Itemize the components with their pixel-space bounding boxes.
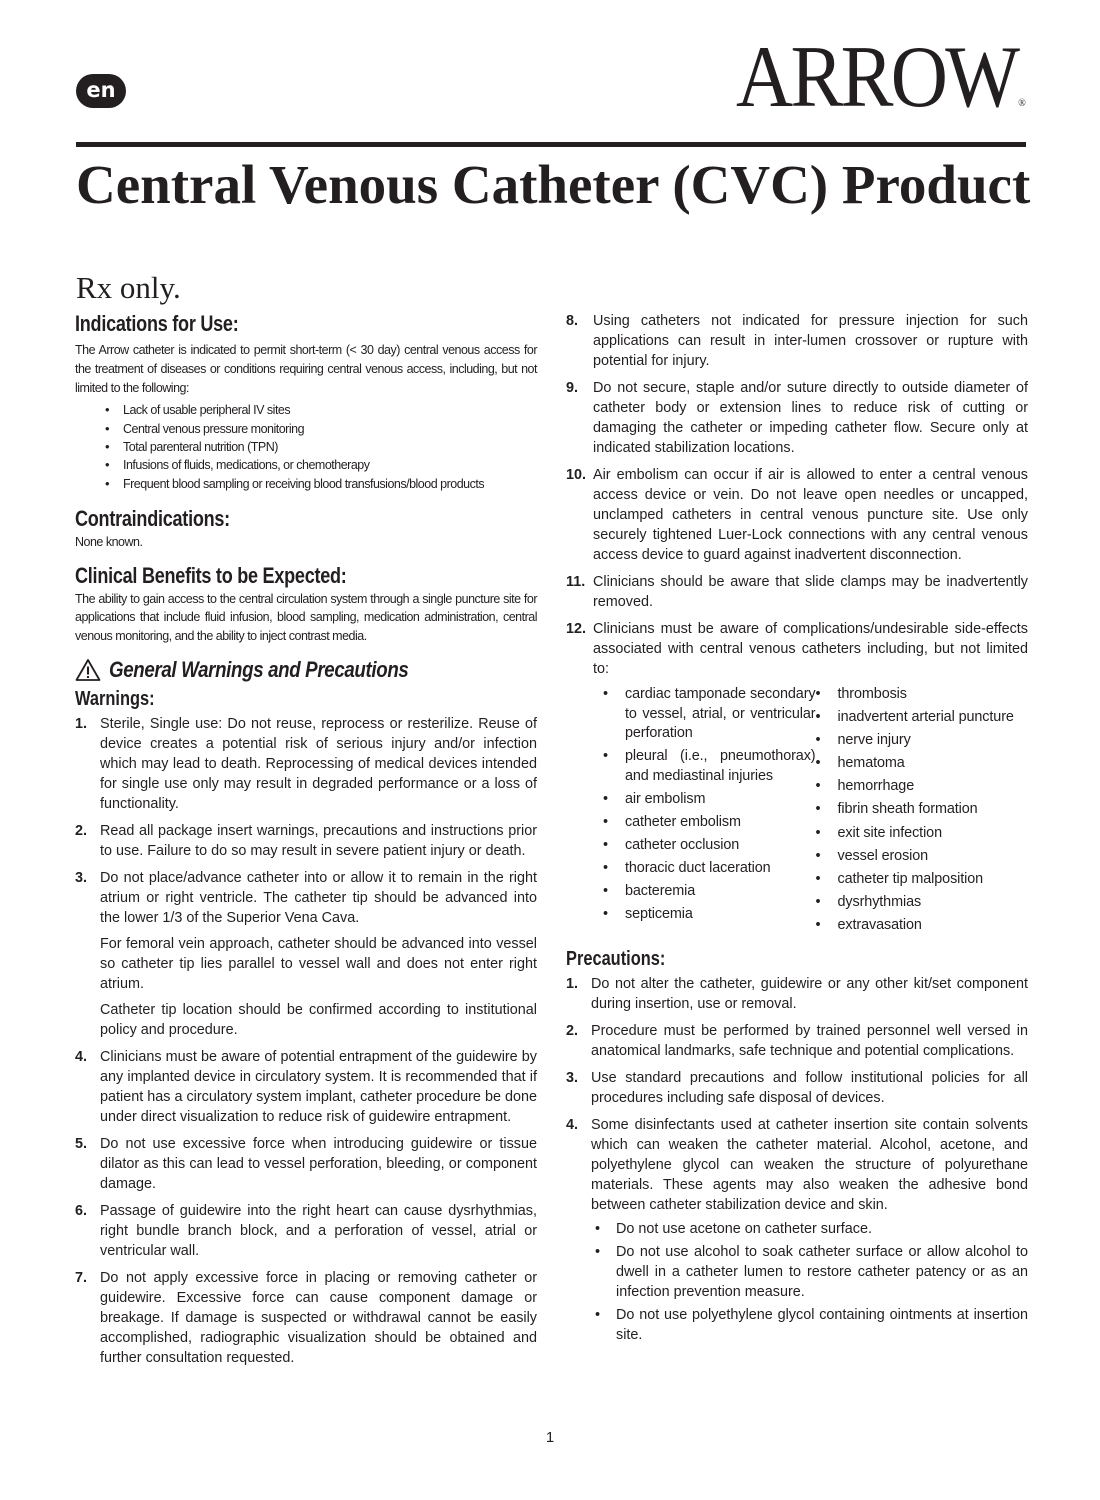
precautions-heading: Precautions: (566, 948, 666, 971)
list-item: • cardiac tamponade secondary to vessel, atrial, or ventricular perforation (603, 685, 816, 744)
item-number: 5. (75, 1136, 88, 1153)
item-number: 12. (566, 621, 587, 637)
item-number: 4. (75, 1049, 88, 1066)
item-number: 2. (566, 1023, 579, 1040)
item-number: 1. (566, 976, 579, 993)
item-text: Do not apply excessive force in placing or removing catheter or guidewire. Excessive force can cause component damage or breakage. If damage is suspected or withdrawal cannot be easily accomplished, radiographic visualization should be obtained and further consultation requested. (100, 1270, 537, 1367)
precaution-item (566, 1021, 1028, 1061)
list-item: • thrombosis (816, 685, 1029, 705)
list-item: • Lack of usable peripheral IV sites (105, 401, 537, 419)
list-item: • fibrin sheath formation (816, 800, 1029, 820)
item-number: 1. (75, 716, 88, 733)
warning-item (75, 868, 537, 1040)
page-number: 1 (545, 1429, 555, 1446)
precaution-item (566, 1115, 1028, 1345)
list-item: • Central venous pressure monitoring (105, 420, 537, 438)
item-number: 3. (566, 1070, 579, 1087)
contraindications-heading: Contraindications: (75, 505, 230, 531)
indications-text: The Arrow catheter is indicated to permit short-term (< 30 day) central venous access for the treatment of diseases or conditions requiring central venous access, including, but not limited to the following: (75, 343, 537, 395)
item-text: Catheter tip location should be confirmed according to institutional policy and procedure. (100, 1002, 537, 1039)
brand-logo (736, 29, 1026, 126)
item-text: Clinicians must be aware of complications/undesirable side-effects associated with central venous catheters including, but not limited to: (593, 621, 1028, 677)
warning-item (75, 1134, 537, 1194)
list-item: • hematoma (816, 754, 1029, 774)
warnings-list-left (75, 714, 537, 1368)
list-item: • catheter tip malposition (816, 870, 1029, 890)
item-text: Read all package insert warnings, precautions and instructions prior to use. Failure to do so may result in severe patient injury or death. (100, 823, 537, 860)
item-text: Procedure must be performed by trained personnel well versed in anatomical landmarks, safe technique and potential complications. (591, 1023, 1028, 1060)
list-item: • thoracic duct laceration (603, 859, 816, 879)
list-item: • hemorrhage (816, 777, 1029, 797)
item-text: Do not alter the catheter, guidewire or any other kit/set component during insertion, use or removal. (591, 976, 1028, 1013)
item-text: For femoral vein approach, catheter should be advanced into vessel so catheter tip lies parallel to vessel wall and does not enter right atrium. (100, 936, 537, 993)
list-item: • septicemia (603, 905, 816, 925)
warning-item (566, 619, 1028, 939)
precaution-item (566, 1068, 1028, 1108)
item-number: 10. (566, 467, 587, 483)
item-number: 11. (566, 574, 586, 590)
complications-list (603, 685, 1028, 939)
precautions-list (566, 974, 1028, 1345)
list-item: • inadvertent arterial puncture (816, 708, 1029, 728)
item-number: 8. (566, 313, 579, 329)
list-item: • Infusions of fluids, medications, or chemotherapy (105, 456, 537, 474)
list-item: • vessel erosion (816, 847, 1029, 867)
warning-triangle-icon (75, 658, 101, 682)
list-item: • nerve injury (816, 731, 1029, 751)
general-warnings-header (75, 656, 537, 684)
list-item: • Frequent blood sampling or receiving blood transfusions/blood products (105, 475, 537, 493)
item-text: Do not place/advance catheter into or allow it to remain in the right atrium or right ventricle. The catheter tip should be advanced into the lower 1/3 of the Superior Vena Cava. (100, 870, 537, 927)
brand-name: ARROW (736, 29, 1018, 126)
language-badge: en (76, 74, 126, 108)
warning-item (75, 1201, 537, 1261)
list-item: • Total parenteral nutrition (TPN) (105, 438, 537, 456)
warning-item (75, 821, 537, 861)
item-text: Clinicians must be aware of potential entrapment of the guidewire by any implanted device in circulatory system. It is recommended that if patient has a circulatory system implant, catheter procedure be done under direct visualization to reduce risk of guidewire entrapment. (100, 1049, 537, 1126)
warning-item (566, 465, 1028, 565)
header-rule (76, 142, 1026, 147)
list-item: • Do not use alcohol to soak catheter surface or allow alcohol to dwell in a catheter lumen to restore catheter patency or as an infection prevention measure. (591, 1242, 1028, 1302)
general-warnings-heading: General Warnings and Precautions (109, 657, 409, 683)
item-number: 6. (75, 1203, 88, 1220)
item-text: Some disinfectants used at catheter insertion site contain solvents which can weaken the catheter material. Alcohol, acetone, and polyethylene glycol can weaken the structure of polyurethane materials. These agents may also weaken the adhesive bond between catheter stabilization device and skin. (591, 1117, 1028, 1214)
list-item: • pleural (i.e., pneumothorax) and mediastinal injuries (603, 747, 816, 786)
warning-item (566, 311, 1028, 371)
warnings-heading: Warnings: (75, 688, 155, 711)
warning-item (566, 378, 1028, 458)
item-text: Do not secure, staple and/or suture directly to outside diameter of catheter body or extension lines to reduce risk of cutting or damaging the catheter or impeding catheter flow. Secure only at indicated stabilization locations. (593, 380, 1028, 456)
list-item: • exit site infection (816, 824, 1029, 844)
warning-item (566, 572, 1028, 612)
list-item: • dysrhythmias (816, 893, 1029, 913)
warning-item (75, 1268, 537, 1368)
list-item: • Do not use acetone on catheter surface. (591, 1219, 1028, 1239)
list-item: • catheter occlusion (603, 836, 816, 856)
list-item: • catheter embolism (603, 813, 816, 833)
list-item: • extravasation (816, 916, 1029, 936)
complications-left (603, 685, 816, 939)
list-item: • air embolism (603, 790, 816, 810)
list-item: • Do not use polyethylene glycol containing ointments at insertion site. (591, 1305, 1028, 1345)
right-column (566, 311, 1028, 1352)
item-text: Using catheters not indicated for pressure injection for such applications can result in inter-lumen crossover or rupture with potential for injury. (593, 313, 1028, 369)
rx-only-label: Rx only. (76, 270, 181, 305)
item-text: Sterile, Single use: Do not reuse, reprocess or resterilize. Reuse of device creates a potential risk of serious injury and/or infection which may lead to death. Reprocessing of medical devices intended for single use only may result in degraded performance or a loss of functionality. (100, 716, 537, 813)
precaution-sublist (591, 1219, 1028, 1345)
indications-list (105, 401, 537, 492)
warning-item (75, 1047, 537, 1127)
item-text: Do not use excessive force when introducing guidewire or tissue dilator as this can lead to vessel perforation, bleeding, or component damage. (100, 1136, 537, 1193)
item-text: Air embolism can occur if air is allowed to enter a central venous access device or vein. Do not leave open needles or uncapped, unclamped catheters in central venous puncture site. Use only securely tightened Luer-Lock connections with any central venous access device to guard against inadvertent disconnection. (593, 467, 1028, 563)
warnings-list-right (566, 311, 1028, 939)
left-column (75, 310, 537, 1375)
item-text: Clinicians should be aware that slide clamps may be inadvertently removed. (593, 574, 1028, 610)
contraindications-text: None known. (75, 534, 143, 549)
item-number: 3. (75, 870, 88, 887)
item-number: 2. (75, 823, 88, 840)
document-title: Central Venous Catheter (CVC) Product (76, 154, 1031, 215)
item-number: 9. (566, 380, 579, 396)
registered-mark: ® (1018, 97, 1026, 109)
benefits-text: The ability to gain access to the central circulation system through a single puncture site for applications that include fluid infusion, blood sampling, medication administration, central venous monitoring, and the ability to inject contrast media. (75, 591, 537, 644)
item-number: 7. (75, 1270, 88, 1287)
complications-right (816, 685, 1029, 939)
warning-item (75, 714, 537, 814)
item-text: Passage of guidewire into the right heart can cause dysrhythmias, right bundle branch block, and a perforation of vessel, atrial or ventricular wall. (100, 1203, 537, 1260)
item-number: 4. (566, 1117, 579, 1134)
precaution-item (566, 974, 1028, 1014)
list-item: • bacteremia (603, 882, 816, 902)
indications-heading: Indications for Use: (75, 311, 239, 336)
benefits-heading: Clinical Benefits to be Expected: (75, 562, 347, 588)
item-text: Use standard precautions and follow institutional policies for all procedures including safe disposal of devices. (591, 1070, 1028, 1107)
